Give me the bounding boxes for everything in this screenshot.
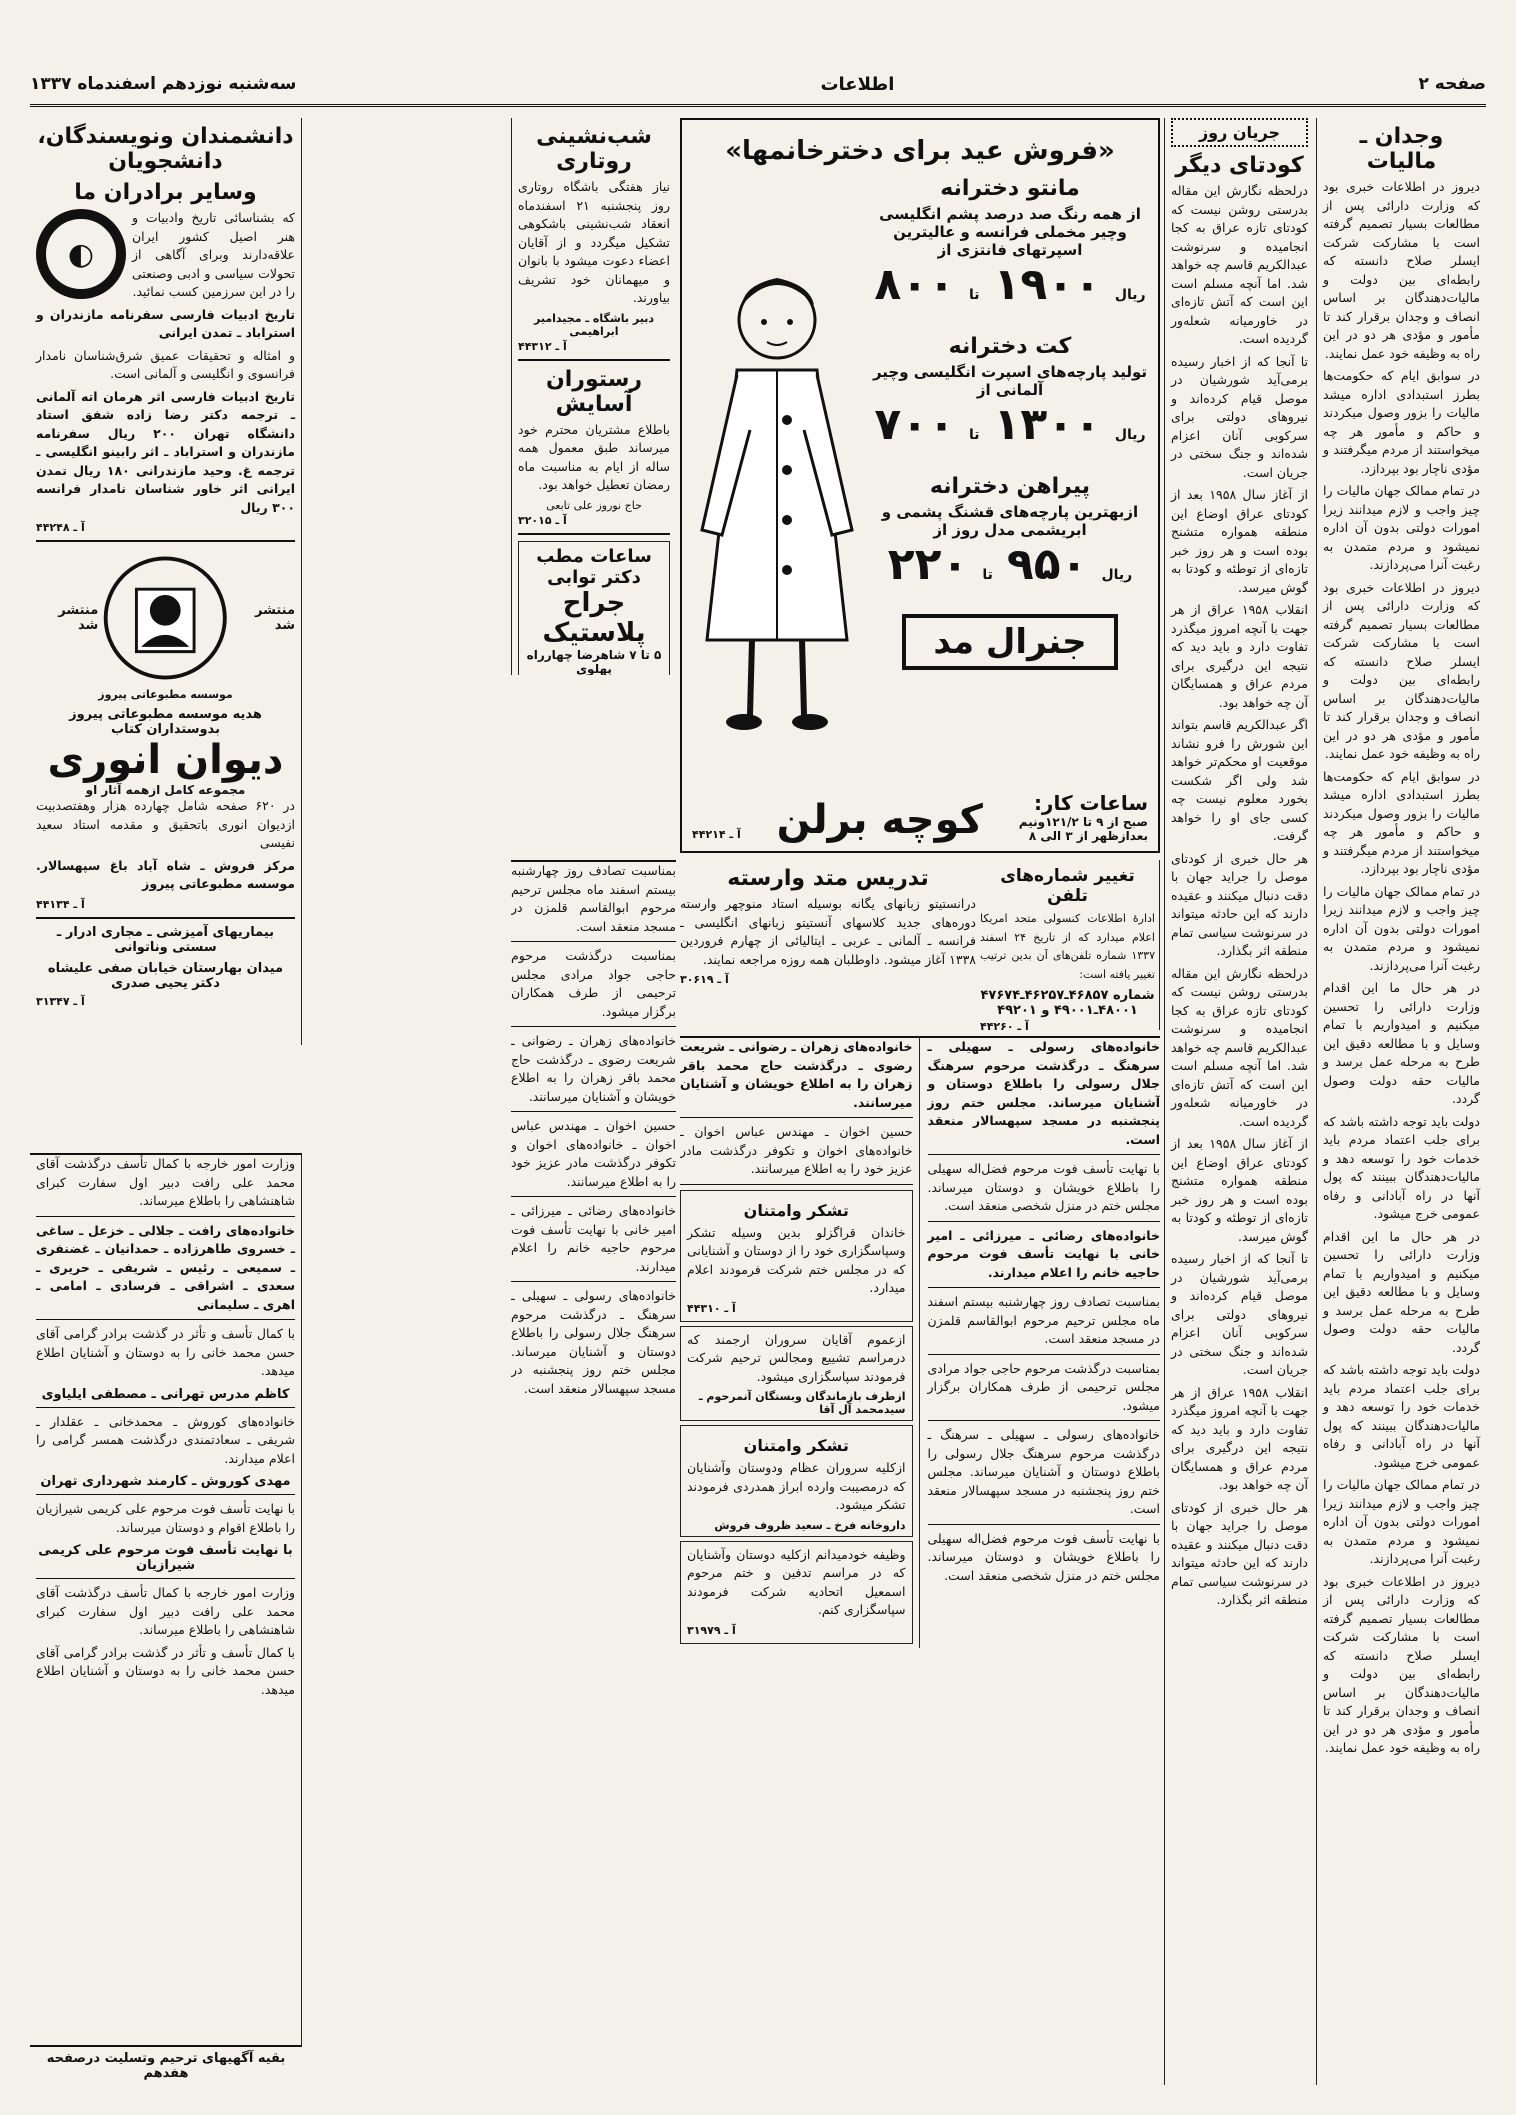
- jacket-price: ریال ۱۳۰۰ تا ۷۰۰: [874, 399, 1146, 450]
- obituaries-mid: بمناسبت تصادف روز چهارشنبه بیستم اسفند ماه مجلس ترحیم مرحوم ابوالقاسم قلمزن در مسجد منعقد است. بمناسبت درگذشت مرحوم حاجی جواد مرادی مجلس ترحیمی از طرف همکاران برگزار میشود. خانواده‌های زهران ـ رضوانی ـ شریعت رضوی ـ درگذشت حاج محمد باقر زهران را به اطلاع خویشان و آشنایان میرسانند. حسین اخوان ـ مهندس عباس اخوان ـ خانواده‌های اخوان و تکوفر درگذشت مادر عزیز خود را به اطلاع میرسانند. خانواده‌های رضائی ـ میرزائی ـ امیر خانی با نهایت تأسف فوت مرحوم حاجیه خانم را اعلام میدارند. خانواده‌های رسولی ـ سهیلی ـ سرهنگ ـ درگذشت مرحوم سرهنگ جلال رسولی را باطلاع دوستان و آشنایان میرساند. مجلس ختم روز پنجشنبه در مسجد سپهسالار منعقد است.: [511, 860, 676, 2085]
- current-events-paragraph: انقلاب ۱۹۵۸ عراق از هر جهت با آنچه امروز میگذرد تفاوت دارد و باید دید که نتیجه این درگیری برای مردم عراق و همسایگان آن چه خواهد بود.: [1171, 602, 1308, 710]
- restaurant-body: باطلاع مشتریان محترم خود میرساند طبق معمول همه ساله از ایام به مناسبت ماه رمضان تعطیل خواهد بود.: [518, 421, 670, 492]
- obituaries-center: [680, 1036, 1160, 2085]
- thanks-box: تشکر وامتنان ازکلیه سروران عظام ودوستان وآشنایان که درمصیبت وارده ابراز همدردی فرمودند تشکر میشود. داروخانه فرخ ـ سعید ظروف فروش: [680, 1425, 913, 1537]
- rotary-body: نیاز هفتگی باشگاه روتاری روز پنجشنبه ۲۱ اسفندماه انعقاد شب‌نشینی باشکوهی تشکیل میگردد و از آقایان اعضاء دعوت میشود با بانوان و میهمانان خود تشریف بیاورند.: [518, 179, 670, 305]
- current-events-paragraph: درلحظه نگارش این مقاله بدرستی روشن نیست که کودتای تازه عراق به کجا انجامیده و سرنوشت عبدالکریم قاسم چه خواهد شد. اما آنچه مسلم است این است که آتش تازه‌ای در خاورمیانه شعله‌ور گردیده است.: [1171, 965, 1308, 1129]
- editorial-paragraph: در تمام ممالک جهان مالیات را چیز واجب و لازم میدانند زیرا امورات دولتی بدون آن اداره نمیشود و مردم متمدن به رغبت آنرا می‌پردازند.: [1323, 483, 1480, 572]
- current-events-paragraph: از آغاز سال ۱۹۵۸ بعد از کودتای عراق اوضاع این منطقه همواره متشنج بوده است و هر روز خبر تازه‌ای از توطئه و کودتا به گوش میرسد.: [1171, 1136, 1308, 1244]
- poet-portrait-icon: [98, 548, 233, 688]
- ad-price-list: [862, 170, 1158, 790]
- current-events-paragraph: درلحظه نگارش این مقاله بدرستی روشن نیست که کودتای تازه عراق به کجا انجامیده و سرنوشت عبدالکریم قاسم چه خواهد شد. اما آنچه مسلم است این است که آتش تازه‌ای در خاورمیانه شعله‌ور گردیده است.: [1171, 183, 1308, 346]
- current-events-box: جریان روز: [1171, 118, 1308, 147]
- column-books: دانشمندان ونویسندگان، دانشجویان وسایر برادران ما که بشناسائی تاریخ وادبیات و هنر اصیل کشور ایران علاقه‌دارند وبرای آگاهی از تحولات سیاسی و ادبی وصنعتی را در این سرزمین کسب نمائید. ◐ تاریخ ادبیات فارسی سفرنامه مازندران و استراباد ـ تمدن ایرانی و امثاله و تحقیقات عمیق شرق‌شناسان نامدار فرانسوی و انگلیسی و آلمانی است. تاریخ ادبیات فارسی اثر هرمان اته آلمانی ـ ترجمه دکتر رضا زاده شفق استاد دانشگاه تهران ۲۰۰ ریال سفرنامه مازندران و استراباد ـ اثر رابینو انگلیسی ـ ترجمه غ. وحید مازندرانی ۱۸۰ ریال تمدن ایرانی اثر خاور شناسان نامدار فرانسه ۳۰۰ ریال آ ـ ۴۴۲۴۸ منتشر شد منتشر شد موسسه مطبوعاتی پیروز هدیه موسسه مطبوعاتی پیروز بدوستداران کتاب دیوان انوری مجموعه کامل ازهمه آثار او در ۶۲۰ صفحه شامل چهارده هزار وهفتصدبیت ازدیوان انوری باتحقیق و مقدمه استاد سعید نفیسی مرکز فروش ـ شاه آباد باغ سپهسالار. موسسه مطبوعاتی پیروز آ ـ ۴۴۱۳۴ بیماریهای آمیزشی ـ مجاری ادرار ـ سستی وناتوانی میدان بهارستان خیابان صفی علیشاه دکتر یحیی صدری آ ـ ۳۱۳۴۷: [30, 118, 302, 1045]
- editorial-paragraph: دیروز در اطلاعات خبری بود که وزارت دارائی پس از مطالعات بسیار تصمیم گرفته است با مشارکت شرکت ایسلر صلاح دانسته که رابطه‌ای بین دولت و مالیات‌دهندگان بر اساس انصاف و وجدان برقرار کند تا مأمور و مؤدی هر دو در این راه به وظیفه خود عمل نمایند.: [1323, 579, 1480, 761]
- editorial-paragraph: در سوابق ایام که حکومت‌ها بطرز استبدادی اداره میشد مالیات را بزور وصول میکردند و حاکم و مأمور هر چه میخواستند از مردم میگرفتند و مؤدی ناچار بود بپردازد.: [1323, 368, 1480, 476]
- editorial-paragraph: دولت باید توجه داشته باشد که برای جلب اعتماد مردم باید خدمات خود را توسعه دهد و مالیات‌دهندگان ببینند که پول آنها در راه آبادانی و رفاه عمومی خرج میشود.: [1323, 1362, 1480, 1470]
- coat-desc: از همه رنگ صد درصد پشم انگلیسی وچیر مخملی فرانسه و عالیترین اسپرتهای فانتزی از: [879, 205, 1141, 259]
- education-ad: تدریس متد وارسته درانستیتو زبانهای یگانه بوسیله استاد منوچهر وارسته دوره‌های جدید کلاسهای آنستیتو زبانهای انگلیسی ـ فرانسه ـ آلمانی ـ عربی ـ ایتالیائی از چهارم فروردین ۱۳۳۸ آغاز میشود. داوطلبان همه روزه مراجعه نمایند. آ ـ ۳۰۶۱۹: [680, 866, 976, 986]
- column-editorial: [1316, 118, 1486, 2085]
- girl-in-coat-image: [682, 170, 862, 770]
- dress-desc: ازبهترین پارچه‌های قشنگ پشمی و ابریشمی مدل روز از: [881, 503, 1139, 539]
- phone-change-ad: تغییر شماره‌های تلفن ادارهٔ اطلاعات کنسولی متحد امریکا اعلام میدارد که از تاریخ ۲۴ اسفند ۱۳۳۷ شماره تلفن‌های آن بدین ترتیب تغییر یافته است: شماره ۴۶۸۵۷ـ۴۶۲۵۷ـ۴۷۶۷۴ ۴۸۰۰۱ـ۴۹۰۰۱ و ۴۹۲۰۱ آ ـ ۴۴۲۶۰: [980, 860, 1160, 1030]
- thanks-box: ازعموم آقایان سروران ارجمند که درمراسم تشییع ومجالس ترحیم شرکت فرمودند سپاسگزاری میشود. ازطرف بازماندگان وبستگان آنمرحوم ـ سیدمحمد آل آقا: [680, 1326, 913, 1422]
- ad-code: آ ـ ۴۴۲۱۴: [692, 828, 741, 841]
- column-small-ads: شب‌نشینی روتاری نیاز هفتگی باشگاه روتاری روز پنجشنبه ۲۱ اسفندماه انعقاد شب‌نشینی باشکوهی تشکیل میگردد و از آقایان اعضاء دعوت میشود با بانوان و میهمانان خود تشریف بیاورند. دبیر باشگاه ـ مجیدامیر ابراهیمی آ ـ ۴۴۳۱۲ رستوران آسایش باطلاع مشتریان محترم خود میرساند طبق معمول همه ساله از ایام به مناسبت ماه رمضان تعطیل خواهد بود. حاج نوروز علی تابعی آ ـ ۳۲۰۱۵ ساعات مطب دکتر توابی جراح پلاستیک ۵ تا ۷ شاهرضا چهارراه پهلوی: [511, 118, 676, 675]
- editorial-paragraph: در تمام ممالک جهان مالیات را چیز واجب و لازم میدانند زیرا امورات دولتی بدون آن اداره نمیشود و مردم متمدن به رغبت آنرا می‌پردازند.: [1323, 883, 1480, 973]
- rotary-title: شب‌نشینی روتاری: [536, 124, 652, 174]
- ad-street: کوچه برلن: [776, 797, 983, 843]
- coat-price: ریال ۱۹۰۰ تا ۸۰۰: [874, 259, 1146, 310]
- masthead: [30, 64, 1486, 107]
- current-events-paragraph: از آغاز سال ۱۹۵۸ بعد از کودتای عراق اوضاع این منطقه همواره متشنج بوده است و هر روز خبر تازه‌ای از توطئه و کودتا به گوش میرسد.: [1171, 487, 1308, 595]
- publisher-logo: ◐: [36, 209, 126, 299]
- thanks-box: تشکر وامتنان خاندان قراگزلو بدین وسیله تشکر وسپاسگزاری خود را از دوستان و آشنایانی که در مجلس ختم شرکت فرمودند اعلام میدارد. آ ـ ۴۴۳۱۰: [680, 1190, 913, 1322]
- brand-logo: جنرال مد: [902, 614, 1118, 670]
- footer-note: بقیه آگهیهای ترحیم وتسلیت درصفحه هفدهم: [30, 2045, 302, 2085]
- current-events-paragraph: تا آنجا که از اخبار رسیده برمی‌آید شورشیان در موصل قیام کرده‌اند و نیروهای دولتی برای سرکوبی آنان اعزام شده‌اند و جنگ سختی در جریان است.: [1171, 1251, 1308, 1377]
- current-events-paragraph: انقلاب ۱۹۵۸ عراق از هر جهت با آنچه امروز میگذرد تفاوت دارد و باید دید که نتیجه این درگیری برای مردم عراق و همسایگان آن چه خواهد بود.: [1171, 1384, 1308, 1492]
- books-title: دانشمندان ونویسندگان، دانشجویان: [37, 124, 294, 174]
- ad-hours: ساعات کار: صبح از ۹ تا ۱۲۱/۲ونیم بعدازظهر از ۳ الی ۸: [1018, 791, 1148, 843]
- page-number: صفحه ۲: [1418, 74, 1486, 94]
- column-current-events: [1164, 118, 1314, 2085]
- obituaries-column: خانواده‌های زهران ـ رضوانی ـ شریعت رضوی ـ درگذشت حاج محمد باقر زهران را به اطلاع خویشان و آشنایان میرسانند. حسین اخوان ـ مهندس عباس اخوان ـ خانواده‌های اخوان و تکوفر درگذشت مادر عزیز خود را به اطلاع میرسانند. تشکر وامتنان خاندان قراگزلو بدین وسیله تشکر وسپاسگزاری خود را از دوستان و آشنایانی که در مجلس ختم شرکت فرمودند اعلام میدارد. آ ـ ۴۴۳۱۰ ازعموم آقایان سروران ارجمند که درمراسم تشییع ومجالس ترحیم شرکت فرمودند سپاسگزاری میشود. ازطرف بازماندگان وبستگان آنمرحوم ـ سیدمحمد آل آقا تشکر وامتنان ازکلیه سروران عظام ودوستان وآشنایان که درمصیبت وارده ابراز همدردی فرمودند تشکر میشود. داروخانه فرخ ـ سعید ظروف فروش وظیفه خودمیدانم ازکلیه دوستان وآشنایان که در مراسم تدفین و ختم مرحوم اسمعیل اتحادیه شرکت فرمودند سپاسگزاری کنم. آ ـ ۳۱۹۷۹: [680, 1038, 920, 1648]
- editorial-paragraph: دولت باید توجه داشته باشد که برای جلب اعتماد مردم باید خدمات خود را توسعه دهد و مالیات‌دهندگان ببینند که پول آنها در راه آبادانی و رفاه عمومی خرج میشود.: [1323, 1113, 1480, 1221]
- current-events-paragraph: اگر عبدالکریم قاسم بتواند این شورش را فرو نشاند موقعیت او محکم‌تر خواهد شد ولی اگر شکست بخورد معلوم نیست چه کسی جای او را خواهد گرفت.: [1171, 717, 1308, 843]
- obituaries-column: خانواده‌های رسولی ـ سهیلی ـ سرهنگ ـ درگذشت مرحوم سرهنگ جلال رسولی را باطلاع دوستان و آشنایان میرساند. مجلس ختم روز پنجشنبه در مسجد سپهسالار منعقد است. با نهایت تأسف فوت مرحوم فضل‌اله سهیلی را باطلاع خویشان و دوستان میرساند. مجلس ختم در منزل شخصی منعقد است. خانواده‌های رضائی ـ میرزائی ـ امیر خانی با نهایت تأسف فوت مرحوم حاجیه خانم را اعلام میدارند. بمناسبت تصادف روز چهارشنبه بیستم اسفند ماه مجلس ترحیم مرحوم ابوالقاسم قلمزن در مسجد منعقد است. بمناسبت درگذشت مرحوم حاجی جواد مرادی مجلس ترحیمی از طرف همکاران برگزار میشود. خانواده‌های رسولی ـ سهیلی ـ سرهنگ ـ درگذشت مرحوم سرهنگ جلال رسولی را باطلاع دوستان و آشنایان میرساند. مجلس ختم روز پنجشنبه در مسجد سپهسالار منعقد است. با نهایت تأسف فوت مرحوم فضل‌اله سهیلی را باطلاع خویشان و دوستان میرساند. مجلس ختم در منزل شخصی منعقد است.: [927, 1039, 1160, 1583]
- book-title: دیوان انوری: [47, 737, 284, 783]
- issue-date: سه‌شنبه نوزدهم اسفندماه ۱۳۳۷: [30, 74, 297, 94]
- editorial-paragraph: دیروز در اطلاعات خبری بود که وزارت دارائی پس از مطالعات بسیار تصمیم گرفته است با مشارکت شرکت ایسلر صلاح دانسته که رابطه‌ای بین دولت و مالیات‌دهندگان بر اساس انصاف و وجدان برقرار کند تا مأمور و مؤدی هر دو در این راه به وظیفه خود عمل نمایند.: [1323, 1573, 1480, 1755]
- doctor-ad: ساعات مطب دکتر توابی جراح پلاستیک ۵ تا ۷ شاهرضا چهارراه پهلوی: [518, 541, 670, 676]
- girl-illustration: [682, 170, 862, 790]
- thanks-box: وظیفه خودمیدانم ازکلیه دوستان وآشنایان که در مراسم تدفین و ختم مرحوم اسمعیل اتحادیه شرکت فرمودند سپاسگزاری کنم. آ ـ ۳۱۹۷۹: [680, 1541, 913, 1644]
- dress-price: ریال ۹۵۰ تا ۲۲۰: [887, 539, 1133, 590]
- coat-title: مانتو دخترانه: [940, 176, 1080, 201]
- dress-sale-ad: [680, 118, 1160, 853]
- editorial-paragraph: در تمام ممالک جهان مالیات را چیز واجب و لازم میدانند زیرا امورات دولتی بدون آن اداره نمیشود و مردم متمدن به رغبت آنرا می‌پردازند.: [1323, 1477, 1480, 1566]
- restaurant-title: رستوران آسایش: [545, 366, 643, 417]
- current-events-paragraph: هر حال خبری از کودتای موصل را جراید جهان با دقت دنبال میکنند و عقیده دارند که این حادثه میتواند در سرنوشت سیاسی تمام منطقه اثر بگذارد.: [1171, 1499, 1308, 1607]
- current-events-paragraph: تا آنجا که از اخبار رسیده برمی‌آید شورشیان در موصل قیام کرده‌اند و نیروهای دولتی برای سرکوبی آنان اعزام شده‌اند و جنگ سختی در جریان است.: [1171, 353, 1308, 480]
- current-events-title: کودتای دیگر: [1175, 153, 1304, 178]
- jacket-desc: تولید پارچه‌های اسپرت انگلیسی وچیر آلمانی از: [872, 363, 1148, 399]
- books-subtitle: وسایر برادران ما: [74, 180, 257, 205]
- columns-grid: [30, 118, 1486, 2085]
- editorial-title: وجدان ـ مالیات: [1359, 124, 1444, 174]
- current-events-paragraph: هر حال خبری از کودتای موصل را جراید جهان با دقت دنبال میکنند و عقیده دارند که این حادثه میتواند در سرنوشت سیاسی تمام منطقه اثر بگذارد.: [1171, 850, 1308, 958]
- editorial-paragraph: در هر حال ما این اقدام وزارت دارائی را تحسین میکنیم و امیدواریم با تمام وسایل و با مطالعه دقیق این طرح به مرحله عمل برسد و مالیات حقه دولت وصول گردد.: [1323, 980, 1480, 1106]
- ad-headline: «فروش عید برای دخترخانمها»: [725, 136, 1115, 166]
- dress-title: پیراهن دخترانه: [929, 474, 1091, 499]
- editorial-paragraph: دیروز در اطلاعات خبری بود که وزارت دارائی پس از مطالعات بسیار تصمیم گرفته است با مشارکت شرکت ایسلر صلاح دانسته که رابطه‌ای بین دولت و مالیات‌دهندگان بر اساس انصاف و وجدان برقرار کند تا مأمور و مؤدی هر دو در این راه به وظیفه خود عمل نمایند.: [1323, 179, 1480, 361]
- editorial-paragraph: در هر حال ما این اقدام وزارت دارائی را تحسین میکنیم و امیدواریم با تمام وسایل و با مطالعه دقیق این طرح به مرحله عمل برسد و مالیات حقه دولت وصول گردد.: [1323, 1228, 1480, 1355]
- newspaper-name: اطلاعات: [820, 73, 895, 95]
- jacket-title: کت دخترانه: [948, 334, 1072, 359]
- ad-footer: [692, 791, 1148, 843]
- editorial-paragraph: در سوابق ایام که حکومت‌ها بطرز استبدادی اداره میشد مالیات را بزور وصول میکردند و حاکم و مأمور هر چه میخواستند از مردم میگرفتند و مؤدی ناچار بود بپردازد.: [1323, 768, 1480, 876]
- obituaries-left: وزارت امور خارجه با کمال تأسف درگذشت آقای محمد علی رافت دبیر اول سفارت کبرای شاهنشاهی را باطلاع میرساند. خانواده‌های رافت ـ جلالی ـ خزعل ـ ساغی ـ خسروی طاهرزاده ـ حمدانیان ـ غضنفری ـ سمیعی ـ رئیس ـ شریفی ـ حریری ـ سعدی ـ اشراقی ـ فرسادی ـ امامی ـ اهری ـ سلیمانی با کمال تأسف و تأثر در گذشت برادر گرامی آقای حسن محمد خانی را به دوستان و آشنایان اطلاع میدهد. کاظم مدرس تهرانی ـ مصطفی ایلیاوی خانواده‌های کوروش ـ محمدخانی ـ عقلدار ـ شریفی ـ سعادتمندی درگذشت همسر گرامی را اعلام میدارند. مهدی کوروش ـ کارمند شهرداری تهران با نهایت تأسف فوت مرحوم علی کریمی شیرازیان را باطلاع اقوام و دوستان میرساند. با نهایت تأسف فوت مرحوم علی کریمی شیرازیان وزارت امور خارجه با کمال تأسف درگذشت آقای محمد علی رافت دبیر اول سفارت کبرای شاهنشاهی را باطلاع میرساند. با کمال تأسف و تأثر در گذشت برادر گرامی آقای حسن محمد خانی را به دوستان و آشنایان اطلاع میدهد.: [30, 1153, 302, 2085]
